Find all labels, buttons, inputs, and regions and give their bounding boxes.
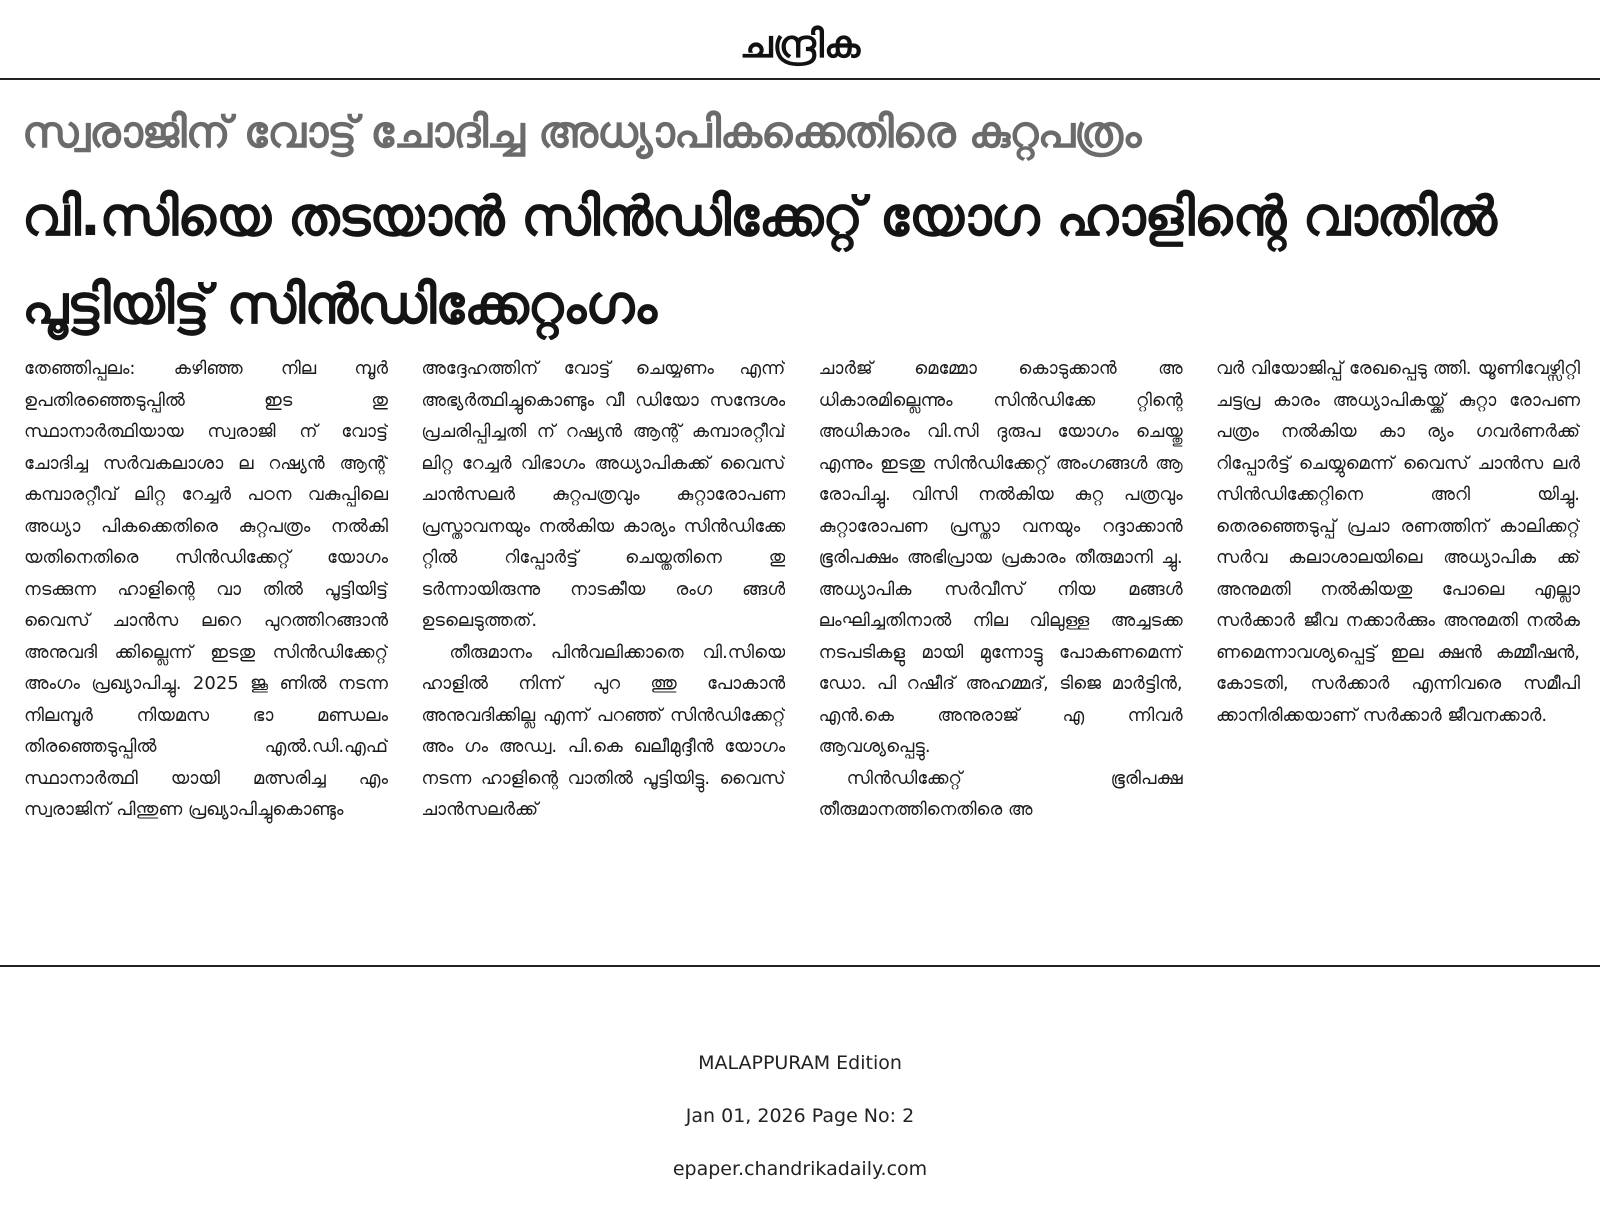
article-body: [24, 353, 1580, 961]
article-paragraph: ചാർജ് മെമ്മോ കൊടുക്കാൻ അ ധികാരമില്ലെന്നും സിൻഡിക്കേ റ്റിന്റെ അധികാരം വി.സി ദുരുപ യോഗം ചെയ്തു എന്നും ഇടതു സിൻഡിക്കേറ്റ് അംഗങ്ങൾ ആ രോപിച്ചു. വിസി നൽകിയ കുറ്റ പത്രവും കുറ്റാരോപണ പ്രസ്താ വനയും റദ്ദാക്കാൻ ഭൂരിപക്ഷം അഭിപ്രായ പ്രകാരം തീരുമാനി ച്ചു. അധ്യാപിക സർവീസ് നിയ മങ്ങൾ ലംഘിച്ചതിനാൽ നില വിലുള്ള അച്ചടക്ക നടപടികളു മായി മുന്നോട്ടു പോകണമെന്ന് ഡോ. പി റഷീദ് അഹമ്മദ്, ടിജെ മാർട്ടിൻ, എൻ.കെ അനുരാജ് എ ന്നിവർ ആവശ്യപ്പെട്ടു.: [818, 358, 1183, 757]
article-paragraph: സിൻഡിക്കേറ്റ് ഭൂരിപക്ഷ തീരുമാനത്തിനെതിരെ അ: [818, 767, 1183, 820]
article-column-2: [421, 353, 785, 961]
article-column-4: [1216, 353, 1580, 961]
news-clipping: [0, 81, 1600, 967]
masthead-divider: [0, 78, 1600, 80]
edition-label: MALAPPURAM Edition: [698, 1052, 902, 1074]
article-paragraph: വർ വിയോജിപ്പ് രേഖപ്പെടു ത്തി. യൂണിവേഴ്സിറ്റി ചട്ടപ്ര കാരം അധ്യാപികയ്ക്ക് കുറ്റാ രോപണ പത്രം നൽകിയ കാ ര്യം ഗവർണർക്ക് റിപ്പോർട്ട് ചെയ്യുമെന്ന് വൈസ് ചാൻസ ലർ സിൻഡിക്കേറ്റിനെ അറി യിച്ചു. തെരഞ്ഞെടുപ്പ് പ്രചാ രണത്തിന് കാലിക്കറ്റ് സർവ കലാശാലയിലെ അധ്യാപിക ക്ക് അനുമതി നൽകിയതു പോലെ എല്ലാ സർക്കാർ ജീവ നക്കാർക്കും അനുമതി നൽക ണമെന്നാവശ്യപ്പെട്ട് ഇല ക്ഷൻ കമ്മീഷൻ, കോടതി, സർക്കാർ എന്നിവരെ സമീപി ക്കാനിരിക്കയാണ് സർക്കാർ ജീവനക്കാർ.: [1215, 358, 1580, 726]
article-paragraph: തേഞ്ഞിപ്പലം: കഴിഞ്ഞ നില മ്പൂർ ഉപതിരഞ്ഞെടുപ്പിൽ ഇട തു സ്ഥാനാർത്ഥിയായ സ്വരാജി ന് വോട്ട് ചോദിച്ച സർവകലാശാ ല റഷ്യൻ ആന്റ് കമ്പാരറ്റീവ് ലിറ്റ റേച്ചർ പഠന വകുപ്പിലെ അധ്യാ പികക്കെതിരെ കുറ്റപത്രം നൽകി യതിനെതിരെ സിൻഡിക്കേറ്റ് യോഗം നടക്കുന്ന ഹാളിന്റെ വാ തിൽ പൂട്ടിയിട്ട് വൈസ് ചാൻസ ലറെ പുറത്തിറങ്ങാൻ അനുവദി ക്കില്ലെന്ന് ഇടതു സിൻഡിക്കേറ്റ് അംഗം പ്രഖ്യാപിച്ചു. 2025 ജൂ ണിൽ നടന്ന നിലമ്പൂർ നിയമസ ഭാ മണ്ഡലം തിരഞ്ഞെടുപ്പിൽ എൽ.ഡി.എഫ് സ്ഥാനാർത്ഥി യായി മത്സരിച്ച എം സ്വരാജിന് പിന്തുണ പ്രഖ്യാപിച്ചുകൊണ്ടും: [24, 358, 388, 820]
website-link[interactable]: epaper.chandrikadaily.com: [672, 1158, 928, 1180]
article-kicker: സ്വരാജിന് വോട്ട് ചോദിച്ച അധ്യാപികക്കെതിരെ കുറ്റപത്രം: [22, 107, 1141, 158]
article-paragraph: തീരുമാനം പിൻവലിക്കാതെ വി.സിയെ ഹാളിൽ നിന്ന് പുറ ത്തു പോകാൻ അനുവദിക്കില്ല എന്ന് പറഞ്ഞ് സിൻഡിക്കേറ്റ് അം ഗം അഡ്വ. പി.കെ ഖലീമുദ്ദീൻ യോഗം നടന്ന ഹാളിന്റെ വാതിൽ പൂട്ടിയിട്ടു. വൈസ് ചാൻസലർക്ക്: [421, 641, 786, 820]
date-page-label: Jan 01, 2026 Page No: 2: [685, 1105, 915, 1127]
article-column-1: [24, 353, 388, 961]
newspaper-masthead: ചന്ദ്രിക: [739, 22, 861, 66]
article-paragraph: അദ്ദേഹത്തിന് വോട്ട് ചെയ്യണം എന്ന് അഭ്യർത്ഥിച്ചുകൊണ്ടും വീ ഡിയോ സന്ദേശം പ്രചരിപ്പിച്ചതി ന് റഷ്യൻ ആന്റ് കമ്പാരറ്റീവ് ലിറ്റ റേച്ചർ വിഭാഗം അധ്യാപികക്ക് വൈസ് ചാൻസലർ കുറ്റപത്രവും കുറ്റാരോപണ പ്രസ്താവനയും നൽകിയ കാര്യം സിൻഡിക്കേ റ്റിൽ റിപ്പോർട്ട് ചെയ്തതിനെ തു ടർന്നായിരുന്നു നാടകീയ രംഗ ങ്ങൾ ഉടലെടുത്തത്.: [421, 358, 786, 631]
article-column-3: [819, 353, 1183, 961]
article-headline: വി.സിയെ തടയാൻ സിൻഡിക്കേറ്റ് യോഗ ഹാളിന്റെ വാതിൽ പൂട്ടിയിട്ട് സിൻഡിക്കേറ്റംഗം: [22, 185, 1496, 336]
